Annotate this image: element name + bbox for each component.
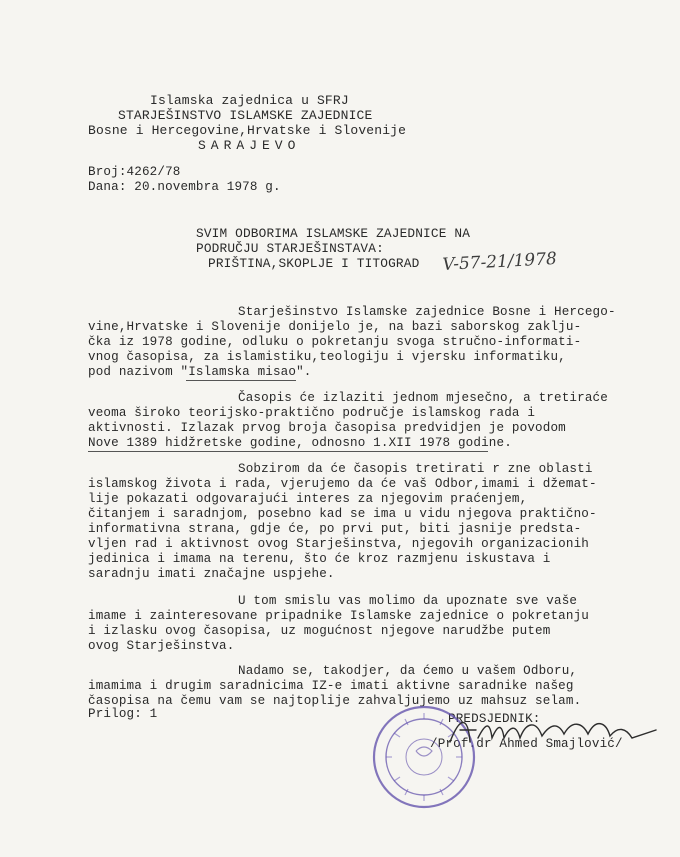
letterhead-office: STARJEŠINSTVO ISLAMSKE ZAJEDNICE [118,108,373,123]
p5-line-1: Nadamo se, takodjer, da ćemo u vašem Odboru, [238,664,578,678]
p4-line-1: U tom smislu vas molimo da upoznate sve vaše [238,594,578,608]
p1-line-3: čka iz 1978 godine, odluku o pokretanju svoga stručno-informati- [88,335,582,349]
signatory-name: /Prof.dr Ahmed Smajlović/ [430,737,623,751]
p2-line-3: aktivnosti. Izlazak prvog broja časopisa predvidjen je povodom [88,421,566,435]
underline-release-date [88,451,488,452]
p3-line-2: islamskog života i rada, vjerujemo da će vaš Odbor,imami i džemat- [88,477,597,491]
p1-line-4: vnog časopisa, za islamistiku,teologiju i vjersku informatiku, [88,350,566,364]
handwritten-archive-note: V-57-21/1978 [442,249,558,275]
p3-line-5: informativna strana, gdje će, po prvi put, biti jasnije predsta- [88,522,582,536]
p2-line-4: Nove 1389 hidžretske godine, odnosno 1.XII 1978 godine. [88,436,512,450]
p3-line-4: čitanjem i saradnjom, posebno kad se ima u vidu njegova praktično- [88,507,597,521]
p2-line-1: Časopis će izlaziti jednom mjesečno, a tretiraće [238,391,608,405]
p2-line-2: veoma široko teorijsko-praktično područje islamskog rada i [88,406,536,420]
p4-line-2: imame i zainteresovane pripadnike Islamske zajednice o pokretanju [88,609,589,623]
reference-number: Broj:4262/78 [88,165,181,179]
p1-line-5: pod nazivom "Islamska misao". [88,365,312,379]
p1-line-1: Starješinstvo Islamske zajednice Bosne i Hercego- [238,305,616,319]
addressee-line-1: SVIM ODBORIMA ISLAMSKE ZAJEDNICE NA [196,226,471,241]
addressee-line-2: PODRUČJU STARJEŠINSTAVA: [196,241,384,256]
p3-line-3: lije pokazati odgovarajući interes za njegovim praćenjem, [88,492,528,506]
signatory-title: PREDSJEDNIK: [448,712,541,726]
p3-line-8: saradnju imati značajne uspjehe. [88,567,335,581]
p1-line-2: vine,Hrvatske i Slovenije donijelo je, na bazi saborskog zaklju- [88,320,582,334]
p3-line-6: vljen rad i aktivnost ovog Starješinstva, njegovih organizacionih [88,537,589,551]
reference-date: Dana: 20.novembra 1978 g. [88,180,281,194]
p4-line-4: ovog Starješinstva. [88,639,235,653]
p5-line-2: imamima i drugim saradnicima IZ-e imati aktivne saradnike našeg [88,679,574,693]
signature-icon [446,712,661,752]
p3-line-7: jedinica i imama na terenu, što će kroz razmjenu iskustava i [88,552,551,566]
letterhead-organization: Islamska zajednica u SFRJ [150,93,349,108]
p4-line-3: i izlasku ovog časopisa, uz mogućnost njegove narudžbe putem [88,624,551,638]
letterhead-city: SARAJEVO [198,138,301,153]
addressee-line-3: PRIŠTINA,SKOPLJE I TITOGRAD [208,256,420,271]
p3-line-1: Sobzirom da će časopis tretirati r zne oblasti [238,462,593,476]
underline-journal-name [186,380,296,381]
letterhead-region: Bosne i Hercegovine,Hrvatske i Slovenije [88,123,407,138]
attachment-note: Prilog: 1 [88,707,158,721]
p5-line-3: časopisa na čemu vam se najtoplije zahvaljujemo uz mahsuz selam. [88,694,582,708]
